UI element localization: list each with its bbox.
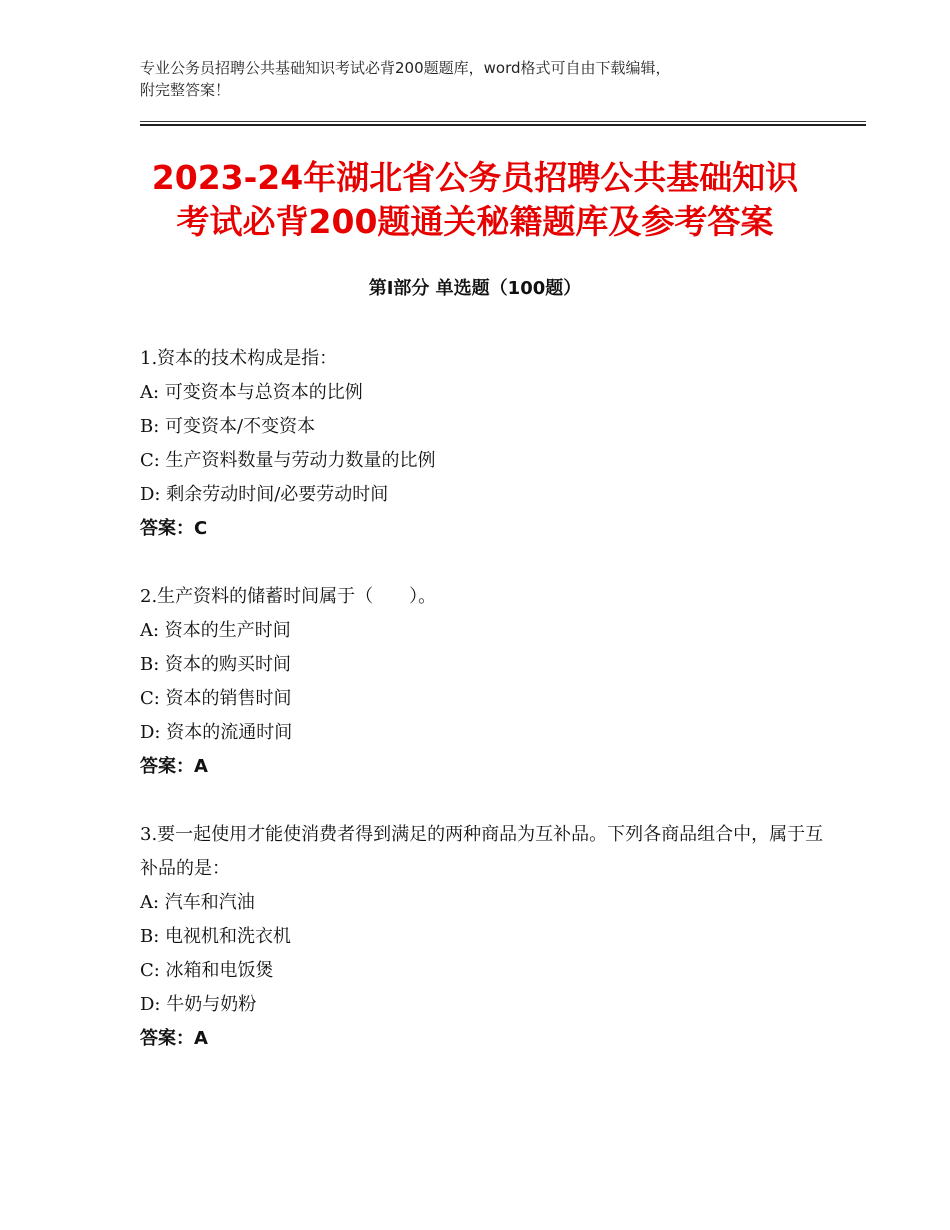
document-title-line-2: 考试必背200题通关秘籍题库及参考答案 — [176, 202, 774, 241]
question-stem: 1.资本的技术构成是指： — [140, 348, 338, 369]
option-c: C: 资本的销售时间 — [140, 688, 292, 709]
option-a: A: 资本的生产时间 — [140, 620, 291, 641]
question-stem: 2.生产资料的储蓄时间属于（ ）。 — [140, 586, 437, 607]
option-a: A: 可变资本与总资本的比例 — [140, 382, 363, 403]
header-rule-thick — [140, 124, 866, 126]
answer: 答案：A — [140, 1028, 208, 1049]
question-stem: 3.要一起使用才能使消费者得到满足的两种商品为互补品。下列各商品组合中，属于互补品的是： — [140, 824, 824, 879]
question-list — [140, 342, 830, 1090]
header-note-line-2: 附完整答案！ — [140, 81, 231, 99]
answer: 答案：C — [140, 518, 208, 539]
option-b: B: 可变资本/不变资本 — [140, 416, 316, 437]
question-3 — [140, 818, 830, 1056]
section-heading: 第Ⅰ部分 单选题（100题） — [368, 278, 582, 299]
answer: 答案：A — [140, 756, 208, 777]
option-d: D: 牛奶与奶粉 — [140, 994, 257, 1015]
header-note — [140, 57, 820, 101]
option-d: D: 剩余劳动时间/必要劳动时间 — [140, 484, 389, 505]
document-title — [100, 156, 850, 244]
option-b: B: 资本的购买时间 — [140, 654, 292, 675]
option-b: B: 电视机和洗衣机 — [140, 926, 292, 947]
question-1 — [140, 342, 830, 546]
option-a: A: 汽车和汽油 — [140, 892, 255, 913]
option-c: C: 生产资料数量与劳动力数量的比例 — [140, 450, 436, 471]
option-c: C: 冰箱和电饭煲 — [140, 960, 274, 981]
option-d: D: 资本的流通时间 — [140, 722, 293, 743]
document-title-line-1: 2023-24年湖北省公务员招聘公共基础知识 — [151, 158, 799, 197]
question-2 — [140, 580, 830, 784]
header-rule-thin — [140, 121, 866, 122]
header-note-line-1: 专业公务员招聘公共基础知识考试必背200题题库，word格式可自由下载编辑， — [140, 59, 671, 77]
